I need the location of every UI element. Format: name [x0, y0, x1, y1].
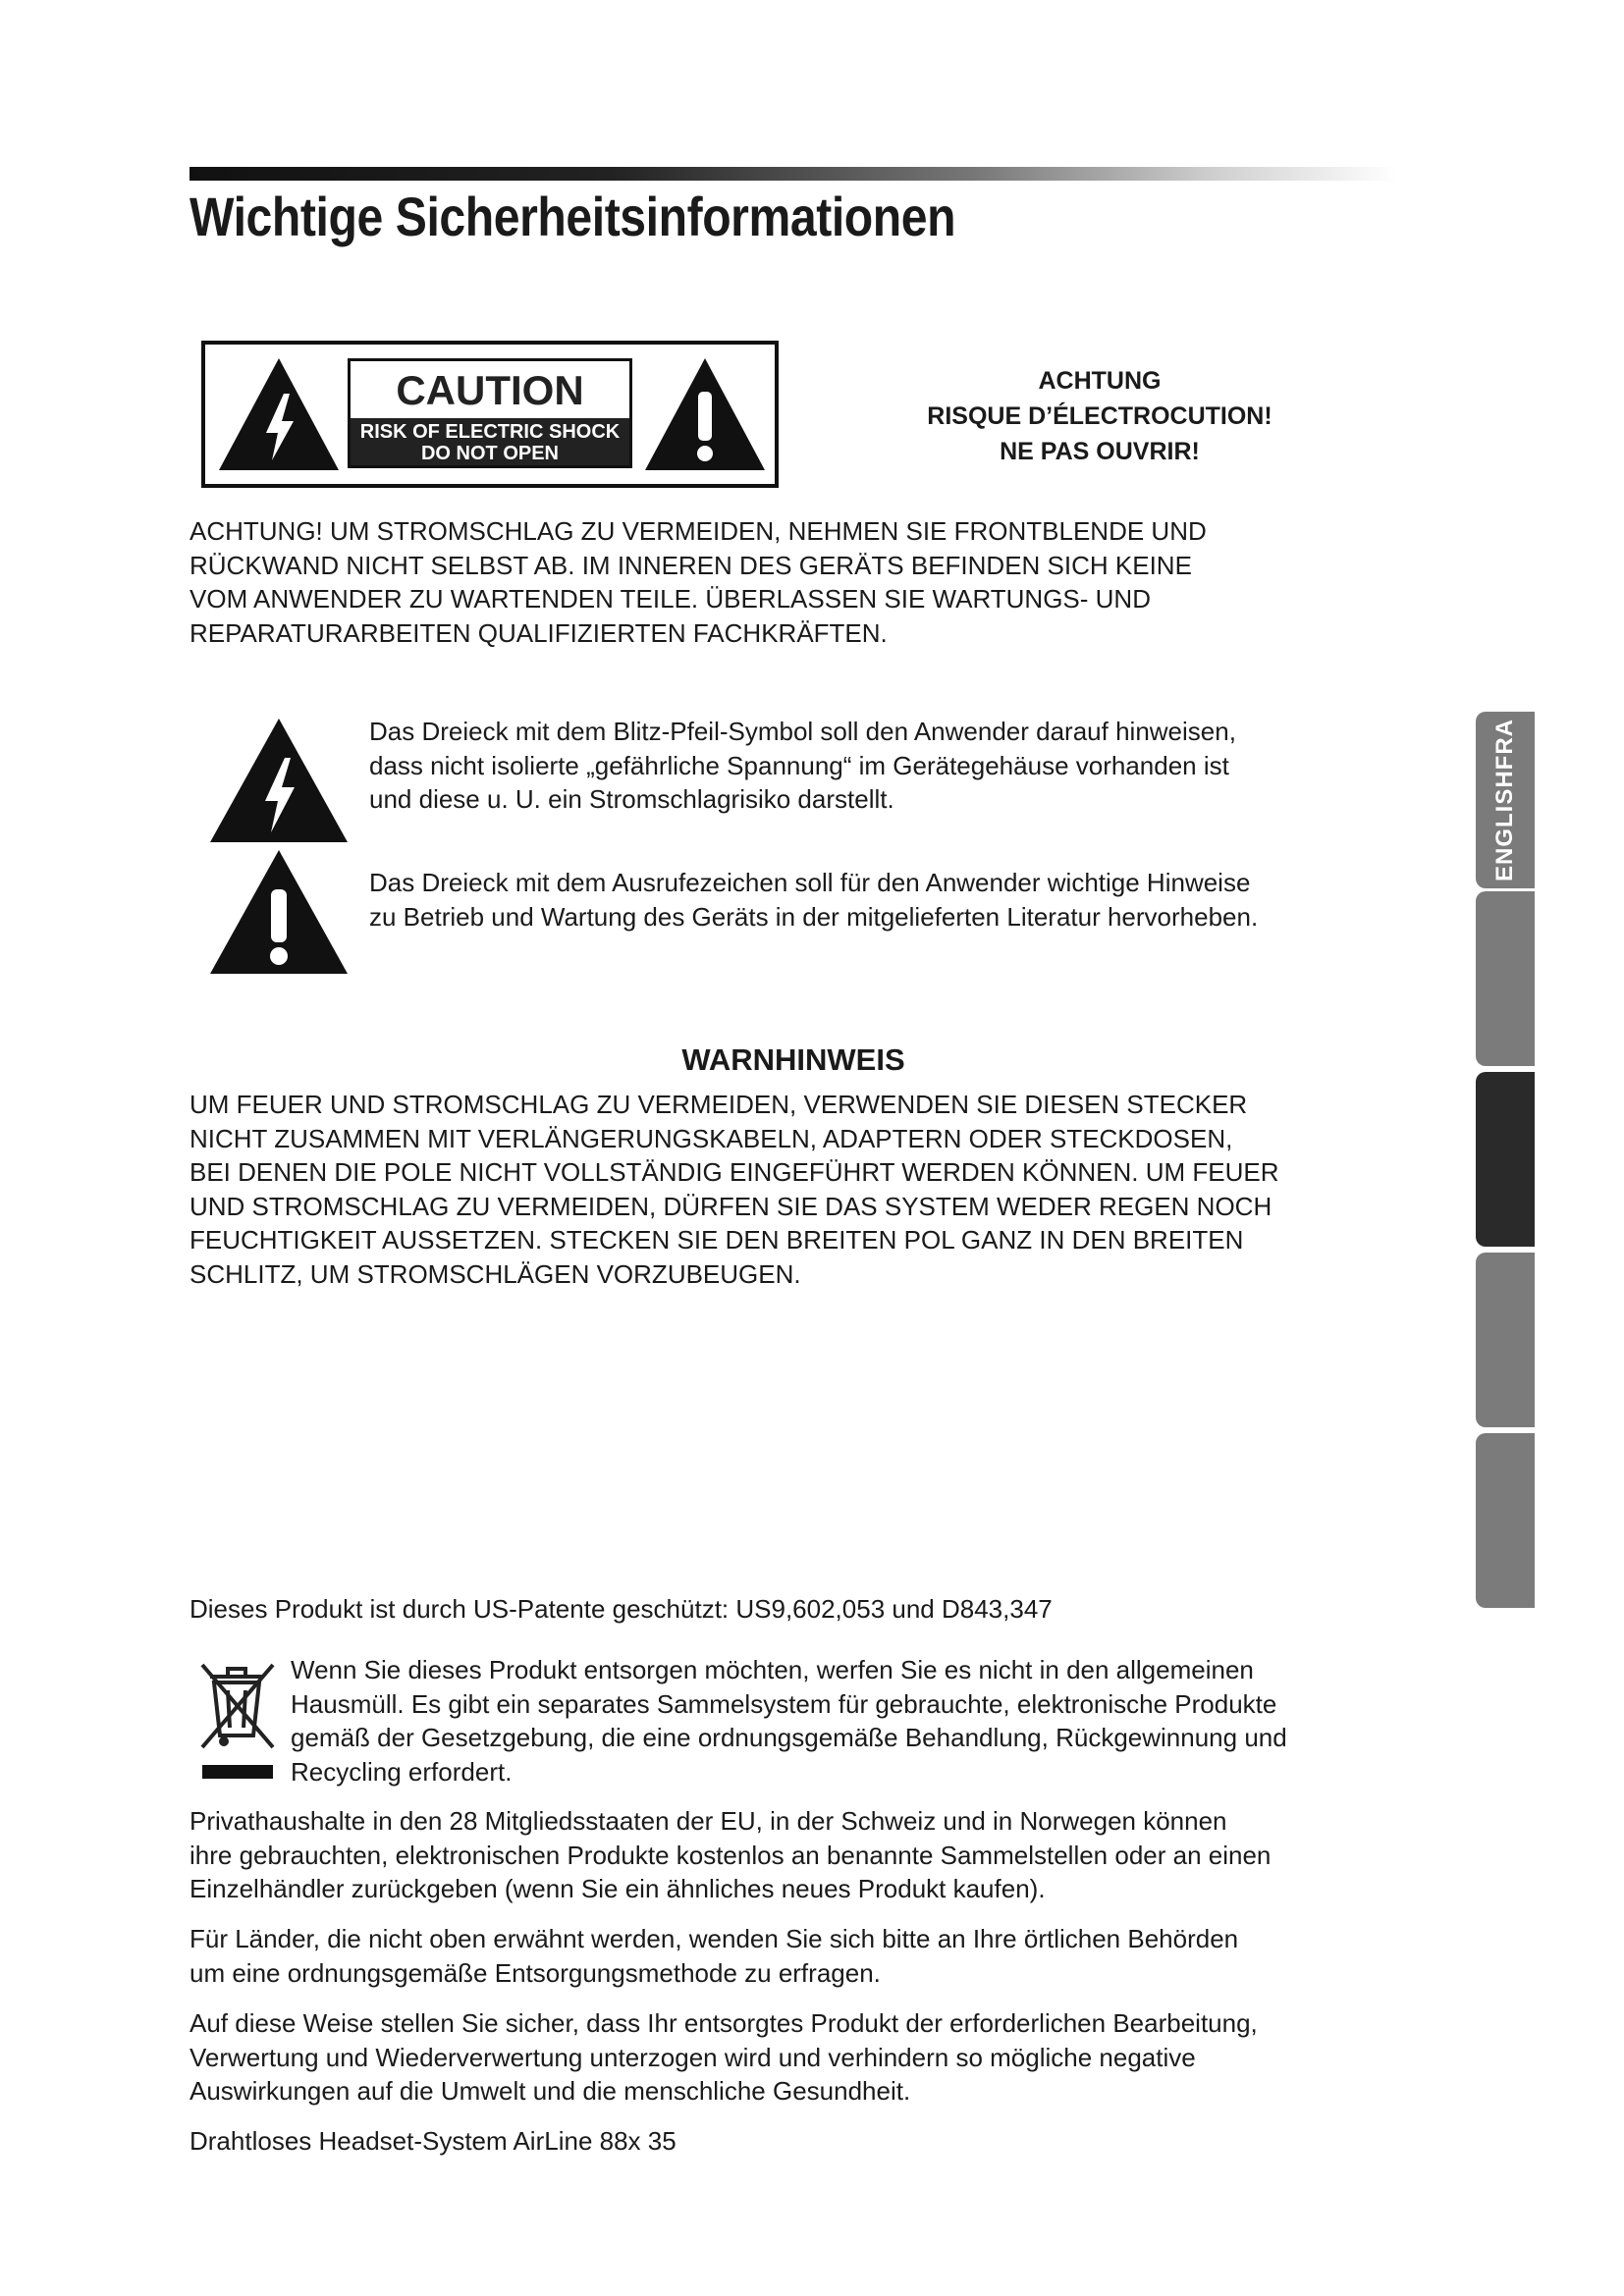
caution-line-2: DO NOT OPEN	[420, 443, 559, 464]
households-line: Privathaushalte in den 28 Mitgliedsstaaten der EU, in der Schweiz und in Norwegen können	[189, 1806, 1227, 1836]
exclamation-triangle-icon	[206, 846, 352, 978]
other-countries-line: um eine ordnungsgemäße Entsorgungsmethode zu erfragen.	[189, 1957, 881, 1988]
tab-section-3-active[interactable]	[1476, 1072, 1535, 1247]
closing-line: Auswirkungen auf die Umwelt und die menschliche Gesundheit.	[189, 2076, 911, 2106]
other-countries-line: Für Länder, die nicht oben erwähnt werden, wenden Sie sich bitte an Ihre örtlichen Behörden	[189, 1924, 1239, 1953]
exclamation-symbol-description	[369, 866, 1390, 934]
header-rule	[189, 167, 1397, 181]
tab-section-2[interactable]	[1476, 891, 1535, 1066]
main-warning-line: REPARATURARBEITEN QUALIFIZIERTEN FACHKRÄFTEN.	[189, 617, 888, 648]
lightning-symbol-description	[369, 715, 1390, 817]
warnhinweis-line: SCHLITZ, UM STROMSCHLÄGEN VORZUBEUGEN.	[189, 1258, 801, 1289]
disposal-text	[291, 1653, 1400, 1789]
warnhinweis-heading: WARNHINWEIS	[681, 1042, 905, 1077]
french-warning-line-1: ACHTUNG	[1038, 367, 1162, 395]
caution-subtext	[351, 418, 629, 465]
caution-box	[348, 358, 632, 468]
tab-section-4[interactable]	[1476, 1253, 1535, 1427]
lightning-triangle-icon	[215, 354, 343, 474]
warnhinweis-text	[189, 1088, 1407, 1291]
disposal-line: gemäß der Gesetzgebung, die eine ordnungsgemäße Behandlung, Rückgewinnung und	[291, 1723, 1287, 1752]
description-line: Das Dreieck mit dem Ausrufezeichen soll für den Anwender wichtige Hinweise	[369, 868, 1251, 897]
closing-line: Verwertung und Wiederverwertung unterzogen wird und verhindern so mögliche negative	[189, 2042, 1196, 2072]
lightning-triangle-icon	[206, 715, 352, 846]
tab-english-label: ENGLISHFRA	[1491, 719, 1518, 881]
warnhinweis-line: FEUCHTIGKEIT AUSSETZEN. STECKEN SIE DEN BREITEN POL GANZ IN DEN BREITEN	[189, 1225, 1244, 1255]
exclamation-triangle-icon	[641, 354, 769, 474]
description-line: Das Dreieck mit dem Blitz-Pfeil-Symbol soll den Anwender darauf hinweisen,	[369, 717, 1236, 746]
main-warning-line: RÜCKWAND NICHT SELBST AB. IM INNEREN DES GERÄTS BEFINDEN SICH KEINE	[189, 550, 1192, 580]
warnhinweis-line: UND STROMSCHLAG ZU VERMEIDEN, DÜRFEN SIE DAS SYSTEM WEDER REGEN NOCH	[189, 1191, 1272, 1221]
french-warning	[884, 363, 1316, 469]
warnhinweis-line: UM FEUER UND STROMSCHLAG ZU VERMEIDEN, VERWENDEN SIE DIESEN STECKER	[189, 1090, 1248, 1119]
disposal-line: Hausmüll. Es gibt ein separates Sammelsystem für gebrauchte, elektronische Produkte	[291, 1688, 1277, 1719]
french-warning-line-3: NE PAS OUVRIR!	[1000, 438, 1200, 465]
page-title: Wichtige Sicherheitsinformationen	[189, 186, 956, 247]
disposal-line: Wenn Sie dieses Produkt entsorgen möchten, werfen Sie es nicht in den allgemeinen	[291, 1655, 1254, 1684]
patent-notice: Dieses Produkt ist durch US-Patente geschützt: US9,602,053 und D843,347	[189, 1594, 1053, 1624]
french-warning-line-2: RISQUE D’ÉLECTROCUTION!	[927, 402, 1272, 430]
households-paragraph	[189, 1804, 1407, 1906]
warnhinweis-line: BEI DENEN DIE POLE NICHT VOLLSTÄNDIG EINGEFÜHRT WERDEN KÖNNEN. UM FEUER	[189, 1157, 1279, 1187]
footer-text: Drahtloses Headset-System AirLine 88x 35	[189, 2126, 677, 2156]
other-countries-paragraph	[189, 1922, 1407, 1990]
description-line: dass nicht isolierte „gefährliche Spannung“ im Gerätegehäuse vorhanden ist	[369, 750, 1229, 780]
caution-headline: CAUTION	[396, 367, 584, 413]
tab-english[interactable]	[1476, 712, 1535, 888]
main-warning	[189, 514, 1407, 650]
main-warning-line: VOM ANWENDER ZU WARTENDEN TEILE. ÜBERLASSEN SIE WARTUNGS- UND	[189, 584, 1151, 614]
disposal-line: Recycling erfordert.	[291, 1756, 513, 1787]
main-warning-line: ACHTUNG! UM STROMSCHLAG ZU VERMEIDEN, NEHMEN SIE FRONTBLENDE UND	[189, 516, 1207, 546]
households-line: ihre gebrauchten, elektronischen Produkte kostenlos an benannte Sammelstellen oder an einen	[189, 1840, 1272, 1870]
description-line: zu Betrieb und Wartung des Geräts in der mitgelieferten Literatur hervorheben.	[369, 901, 1259, 932]
closing-line: Auf diese Weise stellen Sie sicher, dass Ihr entsorgtes Produkt der erforderlichen Bearbeitung,	[189, 2008, 1258, 2038]
caution-label	[201, 341, 779, 488]
crossed-out-wheelie-bin-icon	[196, 1659, 279, 1781]
description-line: und diese u. U. ein Stromschlagrisiko darstellt.	[369, 784, 894, 814]
households-line: Einzelhändler zurückgeben (wenn Sie ein ähnliches neues Produkt kaufen).	[189, 1874, 1046, 1903]
caution-line-1: RISK OF ELECTRIC SHOCK	[359, 421, 621, 443]
tab-section-5[interactable]	[1476, 1433, 1535, 1608]
warnhinweis-line: NICHT ZUSAMMEN MIT VERLÄNGERUNGSKABELN, ADAPTERN ODER STECKDOSEN,	[189, 1123, 1233, 1153]
closing-paragraph	[189, 2006, 1407, 2109]
